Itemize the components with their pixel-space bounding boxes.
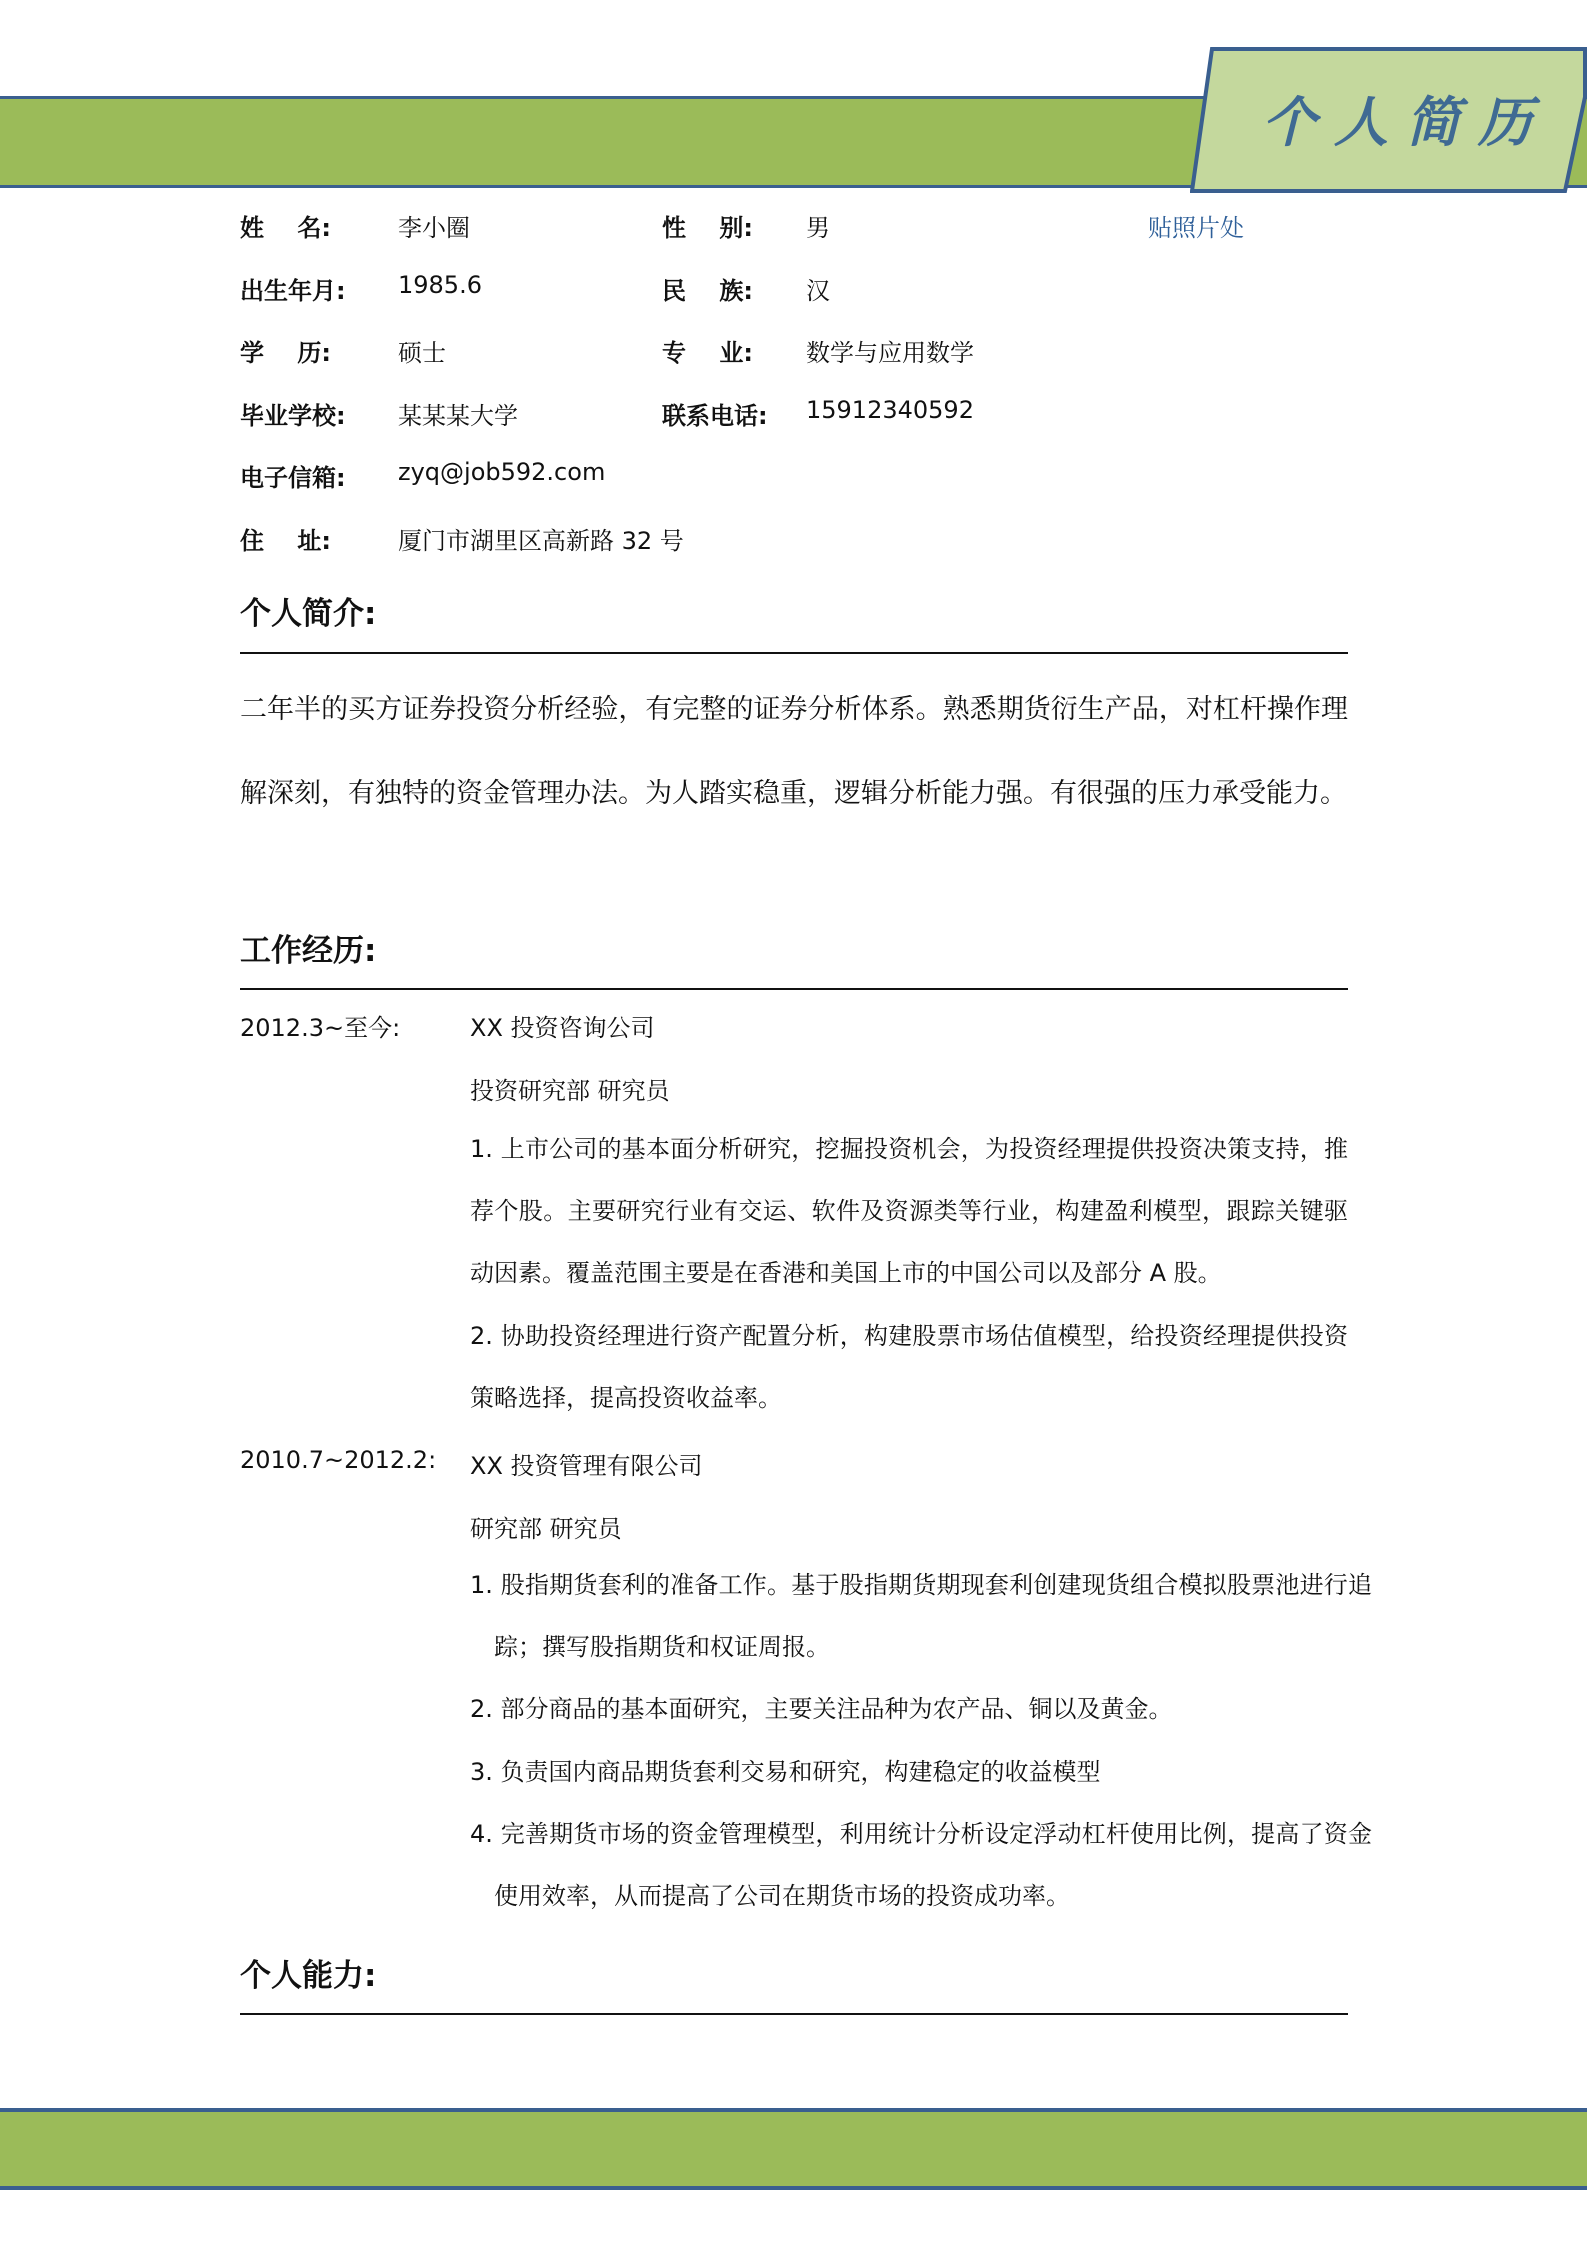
section-title-intro: 个人简介: bbox=[240, 596, 377, 632]
label-major: 专 业: bbox=[662, 339, 754, 367]
value-address: 厦门市湖里区高新路 32 号 bbox=[398, 527, 684, 555]
work-duty: 1. 上市公司的基本面分析研究，挖掘投资机会，为投资经理提供投资决策支持，推荐个股。主要研究行业有交运、软件及资源类等行业，构建盈利模型，跟踪关键驱动因素。覆盖范围主要是在香港和美国上市的中国公司以及部分 A 股。 bbox=[470, 1135, 1348, 1287]
work-duty: 3. 负责国内商品期货套利交易和研究，构建稳定的收益模型 bbox=[470, 1758, 1101, 1786]
label-birth: 出生年月: bbox=[240, 277, 346, 305]
value-education: 硕士 bbox=[398, 339, 446, 367]
section-title-ability: 个人能力: bbox=[240, 1958, 377, 1994]
work-date: 2010.7~2012.2: bbox=[240, 1446, 437, 1474]
value-phone: 15912340592 bbox=[806, 396, 974, 424]
footer-band bbox=[0, 2108, 1587, 2190]
label-ethnicity: 民 族: bbox=[662, 277, 754, 305]
work-duty: 1. 股指期货套利的准备工作。基于股指期货期现套利创建现货组合模拟股票池进行追踪；撰写股指期货和权证周报。 bbox=[470, 1571, 1372, 1661]
label-name: 姓 名: bbox=[240, 214, 332, 242]
work-role: 投资研究部 研究员 bbox=[470, 1077, 670, 1105]
divider bbox=[240, 988, 1348, 990]
value-name: 李小圈 bbox=[398, 214, 470, 242]
divider bbox=[240, 2013, 1348, 2015]
photo-placeholder: 贴照片处 bbox=[1148, 214, 1244, 242]
value-gender: 男 bbox=[806, 214, 830, 242]
work-date: 2012.3~至今: bbox=[240, 1014, 401, 1042]
label-phone: 联系电话: bbox=[662, 402, 768, 430]
value-birth: 1985.6 bbox=[398, 271, 482, 299]
value-school: 某某某大学 bbox=[398, 402, 518, 430]
work-company: XX 投资管理有限公司 bbox=[470, 1452, 703, 1480]
work-duty: 2. 协助投资经理进行资产配置分析，构建股票市场估值模型，给投资经理提供投资策略选择，提高投资收益率。 bbox=[470, 1322, 1348, 1412]
value-email: zyq@job592.com bbox=[398, 458, 606, 486]
intro-paragraph: 二年半的买方证券投资分析经验，有完整的证券分析体系。熟悉期货衍生产品，对杠杆操作理解深刻，有独特的资金管理办法。为人踏实稳重，逻辑分析能力强。有很强的压力承受能力。 bbox=[240, 694, 1348, 809]
divider bbox=[240, 652, 1348, 654]
label-education: 学 历: bbox=[240, 339, 332, 367]
label-email: 电子信箱: bbox=[240, 464, 346, 492]
label-school: 毕业学校: bbox=[240, 402, 346, 430]
label-gender: 性 别: bbox=[662, 214, 754, 242]
work-company: XX 投资咨询公司 bbox=[470, 1014, 655, 1042]
work-duty: 2. 部分商品的基本面研究，主要关注品种为农产品、铜以及黄金。 bbox=[470, 1695, 1173, 1723]
value-major: 数学与应用数学 bbox=[806, 339, 974, 367]
work-role: 研究部 研究员 bbox=[470, 1515, 622, 1543]
label-address: 住 址: bbox=[240, 527, 332, 555]
work-duty: 4. 完善期货市场的资金管理模型，利用统计分析设定浮动杠杆使用比例，提高了资金使用效率，从而提高了公司在期货市场的投资成功率。 bbox=[470, 1820, 1372, 1910]
page-title: 个人简历 bbox=[1262, 90, 1550, 154]
value-ethnicity: 汉 bbox=[806, 277, 830, 305]
section-title-work: 工作经历: bbox=[240, 933, 377, 969]
